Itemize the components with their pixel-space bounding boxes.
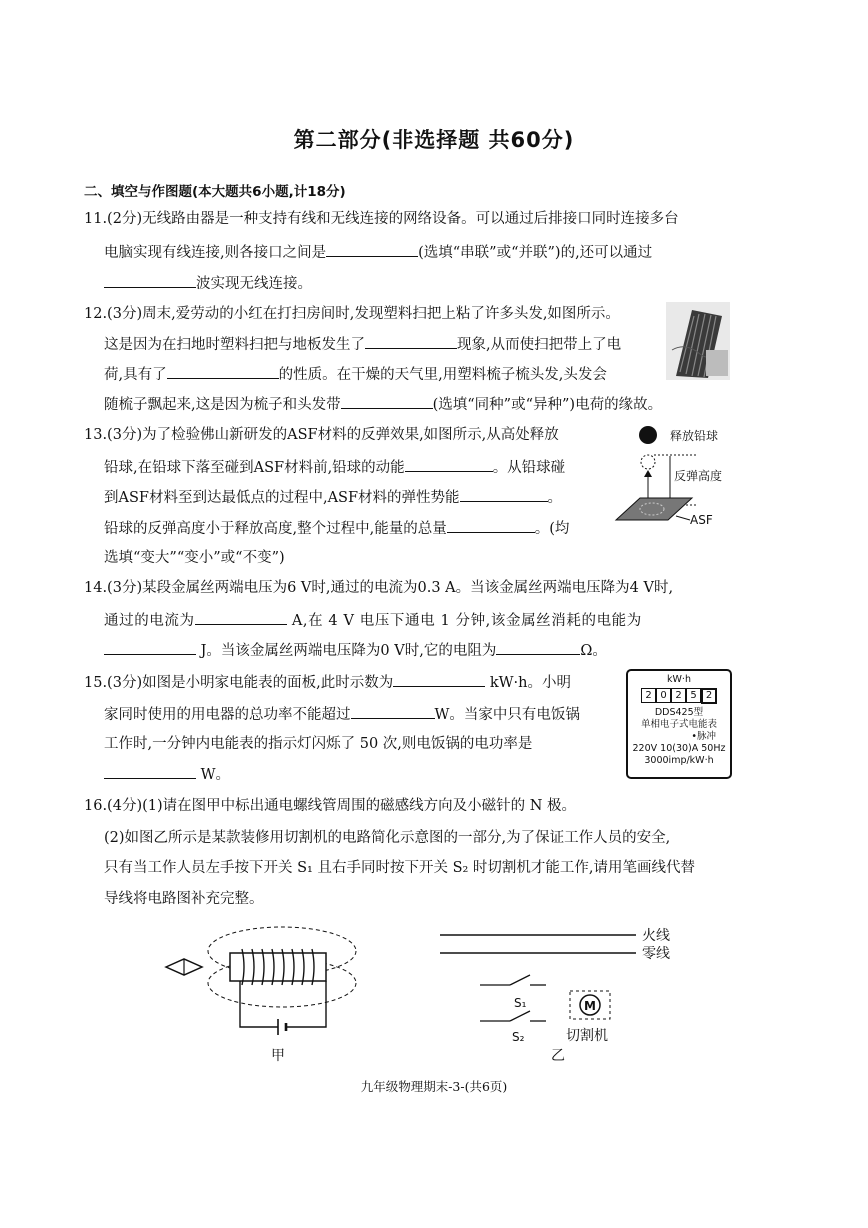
- label-release: 释放铅球: [670, 429, 719, 443]
- s2-label: S₂: [512, 1030, 525, 1044]
- q15-line3: 工作时,一分钟内电能表的指示灯闪烁了 50 次,则电饭锅的电功率是: [104, 736, 533, 752]
- broom-image: [666, 302, 730, 380]
- section-title: 二、填空与作图题(本大题共6小题,计18分): [84, 184, 346, 200]
- meter-digit: 2: [641, 688, 656, 703]
- asf-figure: [604, 420, 744, 536]
- q13-line1: 13.(3分)为了检验佛山新研发的ASF材料的反弹效果,如图所示,从高处释放: [84, 427, 559, 443]
- meter-type: 单相电子式电能表: [640, 719, 717, 730]
- meter-pulse: •脉冲: [691, 731, 716, 742]
- q14-blank-2[interactable]: [104, 640, 196, 655]
- q12-line3: [104, 364, 607, 385]
- meter-digit: 2: [671, 688, 686, 703]
- q11-text-a: 电脑实现有线连接,则各接口之间是: [104, 245, 327, 261]
- q12-line1: 12.(3分)周末,爱劳动的小红在打扫房间时,发现塑料扫把上粘了许多头发,如图所示。: [84, 306, 620, 322]
- q12-text-e: 随梳子飘起来,这是因为梳子和头发带: [104, 397, 341, 413]
- q14-blank-3[interactable]: [496, 640, 580, 655]
- q15-text-a: 15.(3分)如图是小明家电能表的面板,此时示数为: [84, 675, 394, 691]
- q16-line4: 导线将电路图补充完整。: [104, 891, 264, 907]
- q12-blank-3[interactable]: [341, 394, 433, 409]
- neutral-wire-label: 零线: [642, 946, 670, 962]
- q15-blank-3[interactable]: [104, 764, 196, 779]
- q13-line2: [104, 457, 565, 478]
- meter-digit-decimal: 2: [701, 688, 717, 704]
- q15-text-e: W。: [200, 767, 231, 783]
- q13-blank-1[interactable]: [405, 457, 493, 472]
- live-wire-label: 火线: [642, 928, 670, 944]
- s1-label: S₁: [514, 996, 527, 1010]
- q15-text-d: W。当家中只有电饭锅: [434, 707, 580, 723]
- q13-blank-2[interactable]: [460, 487, 548, 502]
- q14-line1: 14.(3分)某段金属丝两端电压为6 V时,通过的电流为0.3 A。当该金属丝两端电压降为4 V时,: [84, 580, 674, 596]
- q14-blank-1[interactable]: [195, 610, 287, 625]
- q12-text-d: 的性质。在干燥的天气里,用塑料梳子梳头发,头发会: [278, 367, 607, 383]
- meter-digit: 5: [686, 688, 701, 703]
- q13-text-e: 铅球的反弹高度小于释放高度,整个过程中,能量的总量: [104, 521, 447, 537]
- switch-s2-icon: [510, 1011, 530, 1021]
- q13-text-d: 。: [547, 490, 563, 506]
- label-rebound: 反弹高度: [674, 469, 723, 483]
- q14-text-a: 通过的电流为: [104, 613, 195, 629]
- q11-line2: [104, 242, 652, 263]
- q14-text-d: Ω。: [580, 643, 607, 659]
- meter-model: DDS425型: [654, 707, 704, 718]
- q11-line3: [104, 273, 312, 294]
- q12-blank-2[interactable]: [167, 364, 279, 379]
- q15-blank-2[interactable]: [351, 704, 435, 719]
- q15-text-b: kW·h。小明: [489, 675, 571, 691]
- q15-text-c: 家同时使用的用电器的总功率不能超过: [104, 707, 351, 723]
- q12-text-b: 现象,从而使扫把带上了电: [457, 337, 622, 353]
- meter-digits: [628, 688, 730, 704]
- q14-line3: [104, 640, 607, 661]
- q12-line4: [104, 394, 662, 415]
- q16-line1: 16.(4分)(1)请在图甲中标出通电螺线管周围的磁感线方向及小磁针的 N 极。: [84, 798, 577, 814]
- meter-rating: 220V 10(30)A 50Hz: [632, 743, 726, 754]
- q11-blank-1[interactable]: [326, 242, 418, 257]
- solenoid-figure: [160, 915, 380, 1065]
- q13-blank-3[interactable]: [447, 518, 535, 533]
- q15-line1: [84, 672, 571, 693]
- q12-line2: [104, 334, 621, 355]
- meter-unit: kW·h: [667, 674, 691, 685]
- q11-text-b: (选填“串联”或“并联”)的,还可以通过: [418, 245, 653, 261]
- q14-text-b: A,在 4 V 电压下通电 1 分钟,该金属丝消耗的电能为: [291, 613, 642, 629]
- q14-text-c: J。当该金属丝两端电压降为0 V时,它的电阻为: [200, 643, 497, 659]
- q13-text-a: 铅球,在铅球下落至碰到ASF材料前,铅球的动能: [104, 460, 405, 476]
- q13-text-b: 。从铅球碰: [492, 460, 566, 476]
- cutter-circuit-figure: [430, 915, 720, 1065]
- label-asf: ASF: [690, 513, 713, 527]
- q15-line2: [104, 704, 580, 725]
- lead-ball-icon: [639, 426, 657, 444]
- q12-text-a: 这是因为在扫地时塑料扫把与地板发生了: [104, 337, 365, 353]
- q12-blank-1[interactable]: [365, 334, 457, 349]
- fig-a-label: 甲: [271, 1048, 285, 1064]
- q15-line4: [104, 764, 230, 785]
- q12-text-c: 荷,具有了: [104, 367, 167, 383]
- q14-line2: [104, 610, 642, 631]
- energy-meter: [626, 669, 732, 779]
- q11-text-c: 波实现无线连接。: [196, 276, 312, 292]
- motor-symbol: M: [584, 999, 596, 1013]
- meter-imp: 3000imp/kW·h: [644, 755, 714, 766]
- machine-label: 切割机: [566, 1028, 608, 1044]
- q11-blank-2[interactable]: [104, 273, 196, 288]
- q13-line5: 选填“变大”“变小”或“不变”): [104, 550, 285, 566]
- fig-b-label: 乙: [551, 1048, 565, 1064]
- q16-line3: 只有当工作人员左手按下开关 S₁ 且右手同时按下开关 S₂ 时切割机才能工作,请用笔画线代替: [104, 860, 696, 876]
- q13-text-c: 到ASF材料至到达最低点的过程中,ASF材料的弹性势能: [104, 490, 460, 506]
- q12-text-f: (选填“同种”或“异种”)电荷的缘故。: [432, 397, 663, 413]
- meter-digit: 0: [656, 688, 671, 703]
- switch-s1-icon: [510, 975, 530, 985]
- q13-line4: [104, 518, 569, 539]
- q11-line1: 11.(2分)无线路由器是一种支持有线和无线连接的网络设备。可以通过后排接口同时连接多台: [84, 211, 679, 227]
- q15-blank-1[interactable]: [393, 672, 485, 687]
- page-title: 第二部分(非选择题 共60分): [293, 128, 575, 152]
- page-footer: 九年级物理期末-3-(共6页): [360, 1079, 508, 1094]
- q13-text-f: 。(均: [534, 521, 570, 537]
- q16-line2: (2)如图乙所示是某款装修用切割机的电路简化示意图的一部分,为了保证工作人员的安全,: [104, 830, 671, 846]
- q13-line3: [104, 487, 562, 508]
